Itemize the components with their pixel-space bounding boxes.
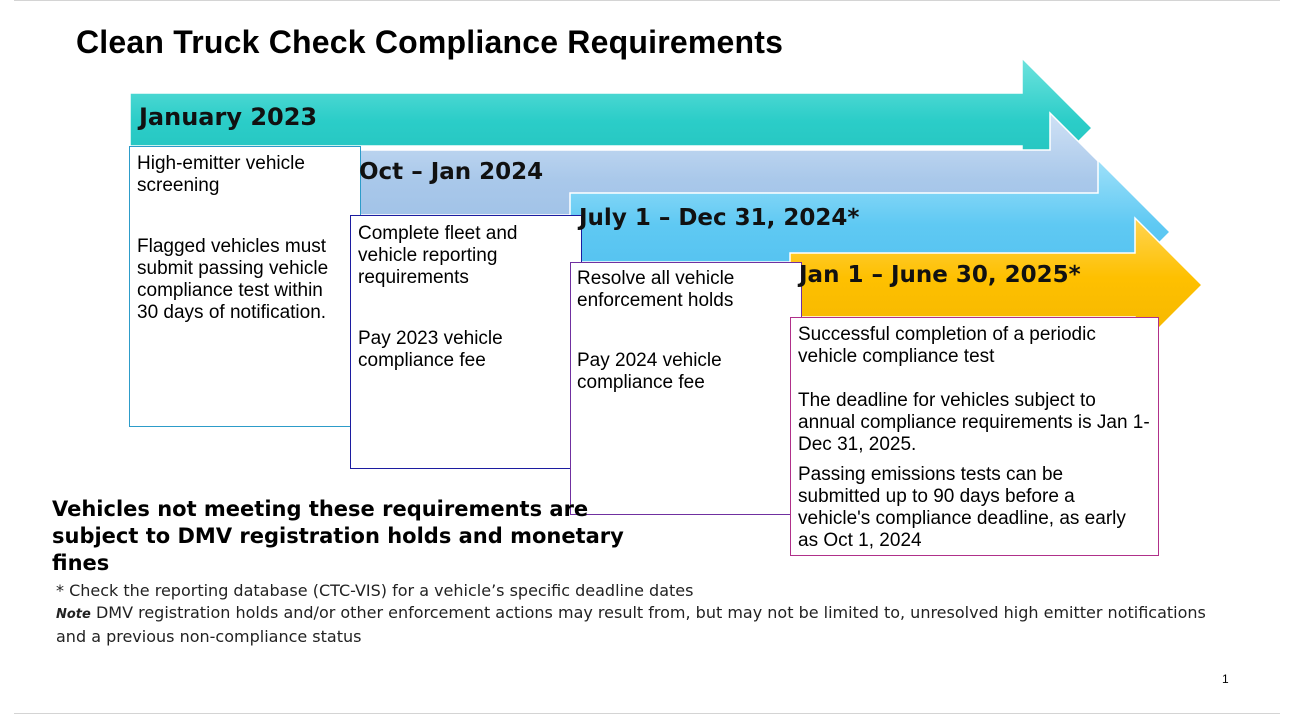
enforcement-warning-text: Vehicles not meeting these requirements are subject to DMV registration holds and monetary fines (52, 497, 624, 575)
stage-4-item-3: Passing emissions tests can be submitted up to 90 days before a vehicle's compliance deadline, as early as Oct 1, 2024 (798, 464, 1126, 551)
stage-4-item-2: The deadline for vehicles subject to annual compliance requirements is Jan 1-Dec 31, 2025. (798, 390, 1150, 455)
stage-1-heading: January 2023 (139, 103, 318, 131)
page-number: 1 (1222, 672, 1229, 686)
stage-1-item-1: High-emitter vehicle screening (137, 153, 305, 196)
stage-4-heading: Jan 1 – June 30, 2025* (799, 262, 1081, 288)
footnote: * Check the reporting database (CTC-VIS) for a vehicle’s specific deadline dates (56, 581, 694, 600)
stage-3-item-2: Pay 2024 vehicle compliance fee (577, 350, 722, 393)
stage-3-heading: July 1 – Dec 31, 2024* (579, 205, 860, 231)
stage-1-item-2: Flagged vehicles must submit passing vehicle compliance test within 30 days of notification. (137, 236, 329, 323)
note-label: Note (56, 607, 91, 622)
stage-3-item-1: Resolve all vehicle enforcement holds (577, 268, 735, 311)
page-title: Clean Truck Check Compliance Requirements (76, 24, 784, 60)
stage-2-item-1: Complete fleet and vehicle reporting requirements (358, 223, 518, 288)
note-text: DMV registration holds and/or other enforcement actions may result from, but may not be limited to, unresolved high emitter notifications and a previous non-compliance status (56, 603, 1206, 646)
note (56, 602, 1236, 648)
stage-4-item-1: Successful completion of a periodic vehicle compliance test (798, 324, 1096, 367)
enforcement-warning (52, 496, 672, 577)
stage-2-item-2: Pay 2023 vehicle compliance fee (358, 328, 503, 371)
stage-2-heading: Oct – Jan 2024 (359, 159, 544, 185)
